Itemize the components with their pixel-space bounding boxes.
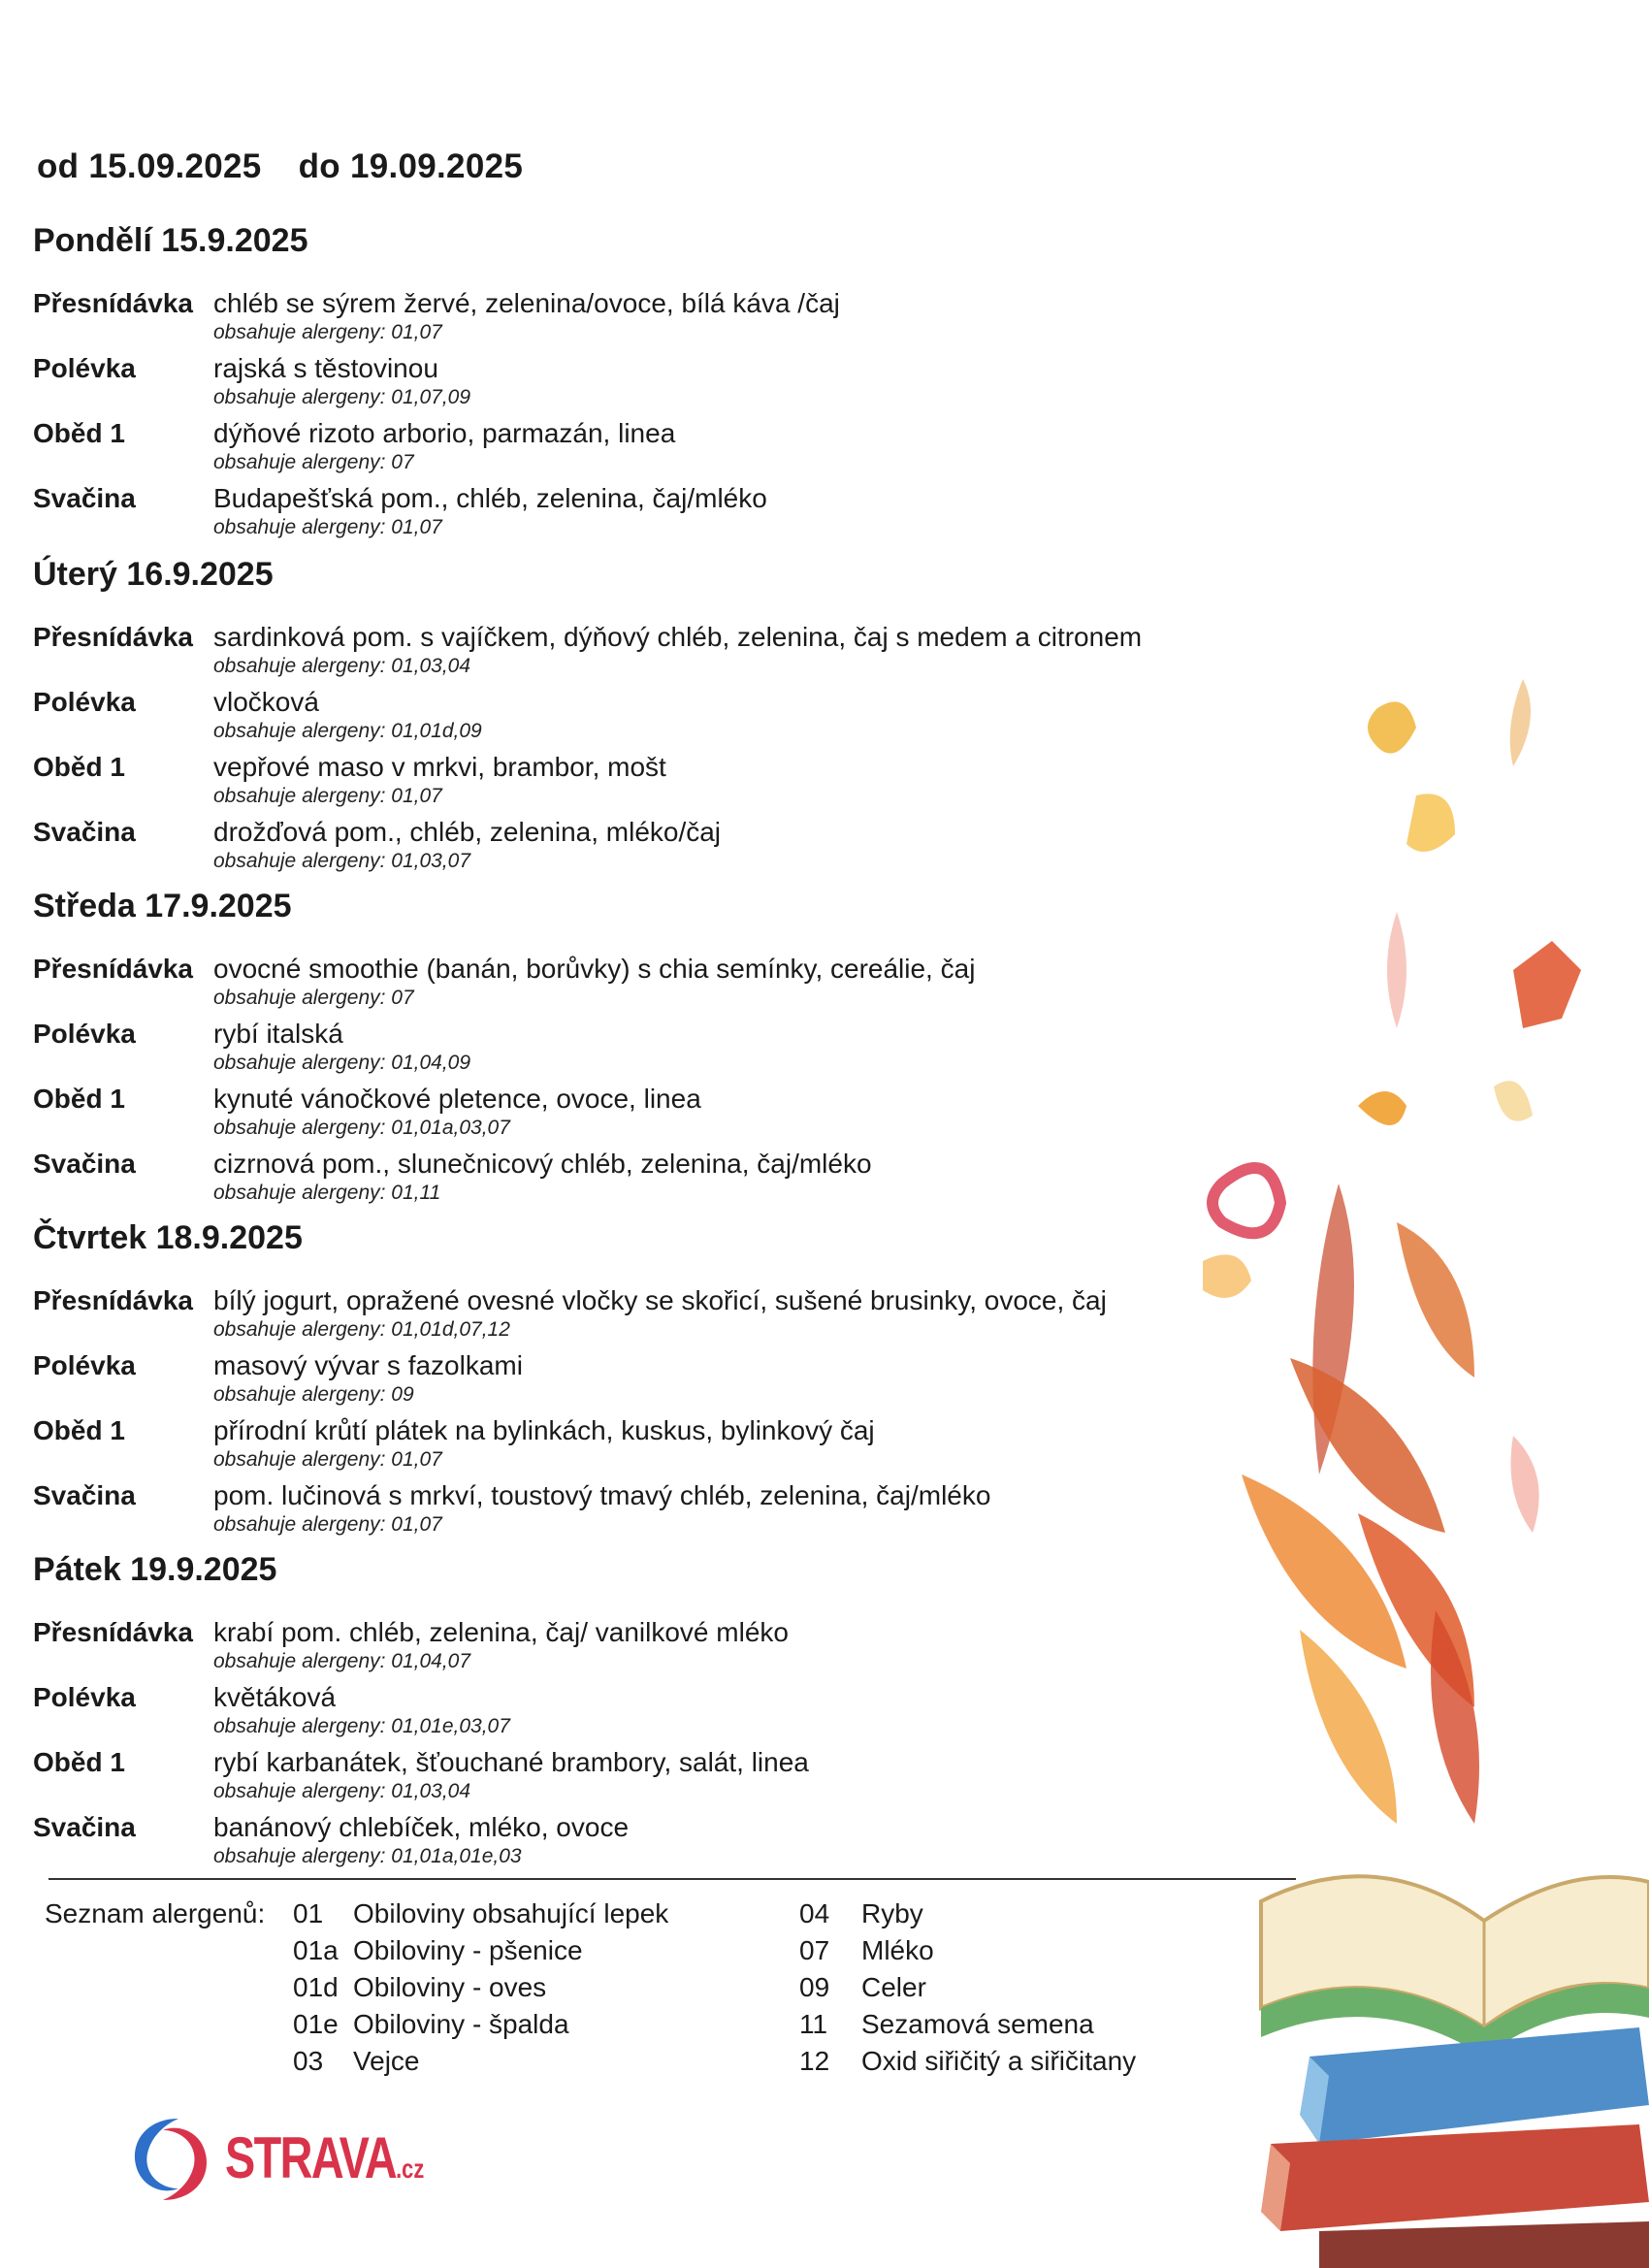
meal-label: Polévka <box>33 687 136 717</box>
meal-label: Přesnídávka <box>33 1285 193 1315</box>
meal-row <box>33 482 1294 547</box>
allergen-item <box>799 2043 1284 2080</box>
meal-label: Přesnídávka <box>33 954 193 984</box>
allergen-legend-left <box>293 1895 778 2080</box>
meal-row <box>33 1681 1294 1746</box>
meal-label: Přesnídávka <box>33 288 193 318</box>
meal-description: bílý jogurt, opražené ovesné vločky se skořicí, sušené brusinky, ovoce, čaj <box>213 1285 1107 1315</box>
meal-description: krabí pom. chléb, zelenina, čaj/ vanilkové mléko <box>213 1617 789 1647</box>
legend-divider <box>48 1878 1296 1880</box>
meal-description: rybí karbanátek, šťouchané brambory, salát, linea <box>213 1747 809 1777</box>
meal-row <box>33 1616 1294 1681</box>
meal-allergens: obsahuje alergeny: 01,11 <box>213 1182 441 1204</box>
meal-row <box>33 1284 1294 1349</box>
meal-description: rybí italská <box>213 1019 343 1049</box>
meal-row <box>33 1414 1294 1479</box>
allergen-name: Celer <box>861 1972 926 2002</box>
meal-allergens: obsahuje alergeny: 01,04,09 <box>213 1052 471 1074</box>
meal-label: Oběd 1 <box>33 752 125 782</box>
day-title: Pátek 19.9.2025 <box>33 1551 277 1588</box>
meal-allergens: obsahuje alergeny: 01,07 <box>213 321 442 343</box>
allergen-legend-right <box>799 1895 1284 2080</box>
meal-label: Přesnídávka <box>33 1617 193 1647</box>
meal-allergens: obsahuje alergeny: 01,07 <box>213 516 442 538</box>
meal-row <box>33 1746 1294 1811</box>
meal-label: Svačina <box>33 483 136 513</box>
meal-allergens: obsahuje alergeny: 01,01e,03,07 <box>213 1715 510 1737</box>
meal-description: sardinková pom. s vajíčkem, dýňový chléb, zelenina, čaj s medem a citronem <box>213 622 1143 652</box>
allergen-legend-title: Seznam alergenů: <box>45 1898 266 1928</box>
meal-allergens: obsahuje alergeny: 01,03,04 <box>213 1780 471 1802</box>
meal-label: Polévka <box>33 1019 136 1049</box>
meal-row <box>33 1479 1294 1544</box>
meal-row <box>33 287 1294 352</box>
strava-wordmark <box>225 2124 424 2191</box>
allergen-item <box>799 1969 1284 2006</box>
meal-row <box>33 686 1294 751</box>
meal-allergens: obsahuje alergeny: 01,01d,09 <box>213 720 482 742</box>
meal-allergens: obsahuje alergeny: 01,03,07 <box>213 850 471 872</box>
allergen-name: Obiloviny - pšenice <box>353 1935 583 1965</box>
meal-row <box>33 1349 1294 1414</box>
meal-row <box>33 1018 1294 1083</box>
meal-description: pom. lučinová s mrkví, toustový tmavý chléb, zelenina, čaj/mléko <box>213 1480 991 1510</box>
day-title: Úterý 16.9.2025 <box>33 556 274 593</box>
meal-description: rajská s těstovinou <box>213 353 438 383</box>
meal-label: Svačina <box>33 1480 136 1510</box>
allergen-name: Sezamová semena <box>861 2009 1094 2039</box>
meal-label: Polévka <box>33 353 136 383</box>
allergen-item <box>799 1895 1284 1932</box>
day-section-friday <box>33 1550 1294 1876</box>
meal-row <box>33 1083 1294 1148</box>
allergen-name: Obiloviny - oves <box>353 1972 547 2002</box>
meal-label: Svačina <box>33 817 136 847</box>
day-section-thursday <box>33 1218 1294 1544</box>
meal-allergens: obsahuje alergeny: 01,07 <box>213 1513 442 1536</box>
strava-logo <box>122 2111 425 2208</box>
meal-description: vločková <box>213 687 319 717</box>
meal-description: drožďová pom., chléb, zelenina, mléko/čaj <box>213 817 722 847</box>
meal-label: Polévka <box>33 1350 136 1380</box>
meal-label: Oběd 1 <box>33 418 125 448</box>
meal-label: Svačina <box>33 1149 136 1179</box>
allergen-name: Mléko <box>861 1935 934 1965</box>
day-title: Pondělí 15.9.2025 <box>33 222 308 259</box>
allergen-code: 09 <box>799 1972 830 2002</box>
allergen-item <box>293 1969 778 2006</box>
meal-row <box>33 751 1294 816</box>
meal-label: Svačina <box>33 1812 136 1842</box>
allergen-code: 03 <box>293 2046 324 2076</box>
meal-label: Oběd 1 <box>33 1747 125 1777</box>
meal-allergens: obsahuje alergeny: 01,03,04 <box>213 655 471 677</box>
meal-row <box>33 621 1294 686</box>
meal-description: banánový chlebíček, mléko, ovoce <box>213 1812 630 1842</box>
logo-tld: .cz <box>396 2154 425 2184</box>
allergen-item <box>799 1932 1284 1969</box>
meal-label: Oběd 1 <box>33 1084 125 1114</box>
allergen-name: Obiloviny - špalda <box>353 2009 569 2039</box>
allergen-code: 01e <box>293 2009 339 2039</box>
strava-swirl-icon <box>122 2111 219 2208</box>
allergen-item <box>799 2006 1284 2043</box>
meal-description: masový vývar s fazolkami <box>213 1350 523 1380</box>
day-section-tuesday <box>33 555 1294 881</box>
meal-row <box>33 953 1294 1018</box>
meal-allergens: obsahuje alergeny: 07 <box>213 987 414 1009</box>
meal-allergens: obsahuje alergeny: 01,01a,01e,03 <box>213 1845 522 1867</box>
meal-row <box>33 1811 1294 1876</box>
meal-label: Polévka <box>33 1682 136 1712</box>
allergen-name: Oxid siřičitý a siřičitany <box>861 2046 1137 2076</box>
allergen-code: 01a <box>293 1935 339 1965</box>
logo-text: STRAVA <box>225 2125 397 2190</box>
allergen-name: Obiloviny obsahující lepek <box>353 1898 669 1928</box>
allergen-code: 12 <box>799 2046 830 2076</box>
meal-allergens: obsahuje alergeny: 01,04,07 <box>213 1650 471 1672</box>
date-from: od 15.09.2025 <box>37 147 262 185</box>
meal-label: Přesnídávka <box>33 622 193 652</box>
meal-row <box>33 1148 1294 1213</box>
meal-row <box>33 816 1294 881</box>
meal-label: Oběd 1 <box>33 1415 125 1445</box>
meal-allergens: obsahuje alergeny: 01,07,09 <box>213 386 471 408</box>
meal-description: kynuté vánočkové pletence, ovoce, linea <box>213 1084 701 1114</box>
allergen-item <box>293 1895 778 1932</box>
meal-description: cizrnová pom., slunečnicový chléb, zelenina, čaj/mléko <box>213 1149 872 1179</box>
meal-description: chléb se sýrem žervé, zelenina/ovoce, bílá káva /čaj <box>213 288 840 318</box>
allergen-code: 07 <box>799 1935 830 1965</box>
allergen-code: 01d <box>293 1972 339 2002</box>
allergen-code: 11 <box>799 2009 828 2039</box>
meal-row <box>33 352 1294 417</box>
book-stack <box>1261 2027 1649 2268</box>
meal-allergens: obsahuje alergeny: 09 <box>213 1383 414 1406</box>
meal-allergens: obsahuje alergeny: 01,01a,03,07 <box>213 1117 510 1139</box>
meal-allergens: obsahuje alergeny: 01,01d,07,12 <box>213 1318 510 1341</box>
meal-allergens: obsahuje alergeny: 01,07 <box>213 785 442 807</box>
meal-description: Budapešťská pom., chléb, zelenina, čaj/mléko <box>213 483 767 513</box>
allergen-item <box>293 2006 778 2043</box>
allergen-item <box>293 2043 778 2080</box>
day-title: Čtvrtek 18.9.2025 <box>33 1219 303 1256</box>
meal-allergens: obsahuje alergeny: 01,07 <box>213 1448 442 1471</box>
day-title: Středa 17.9.2025 <box>33 888 292 924</box>
allergen-code: 04 <box>799 1898 830 1928</box>
date-to: do 19.09.2025 <box>298 147 524 185</box>
meal-description: ovocné smoothie (banán, borůvky) s chia semínky, cereálie, čaj <box>213 954 976 984</box>
allergen-name: Ryby <box>861 1898 923 1928</box>
day-section-monday <box>33 221 1294 547</box>
meal-description: květáková <box>213 1682 337 1712</box>
meal-allergens: obsahuje alergeny: 07 <box>213 451 414 473</box>
falling-leaves <box>1203 679 1581 1824</box>
open-book <box>1261 1876 1649 2057</box>
meal-description: dýňové rizoto arborio, parmazán, linea <box>213 418 676 448</box>
meal-row <box>33 417 1294 482</box>
allergen-item <box>293 1932 778 1969</box>
allergen-code: 01 <box>293 1898 324 1928</box>
meal-description: přírodní krůtí plátek na bylinkách, kuskus, bylinkový čaj <box>213 1415 875 1445</box>
meal-description: vepřové maso v mrkvi, brambor, mošt <box>213 752 666 782</box>
day-section-wednesday <box>33 887 1294 1213</box>
date-range <box>37 147 523 186</box>
allergen-name: Vejce <box>353 2046 420 2076</box>
